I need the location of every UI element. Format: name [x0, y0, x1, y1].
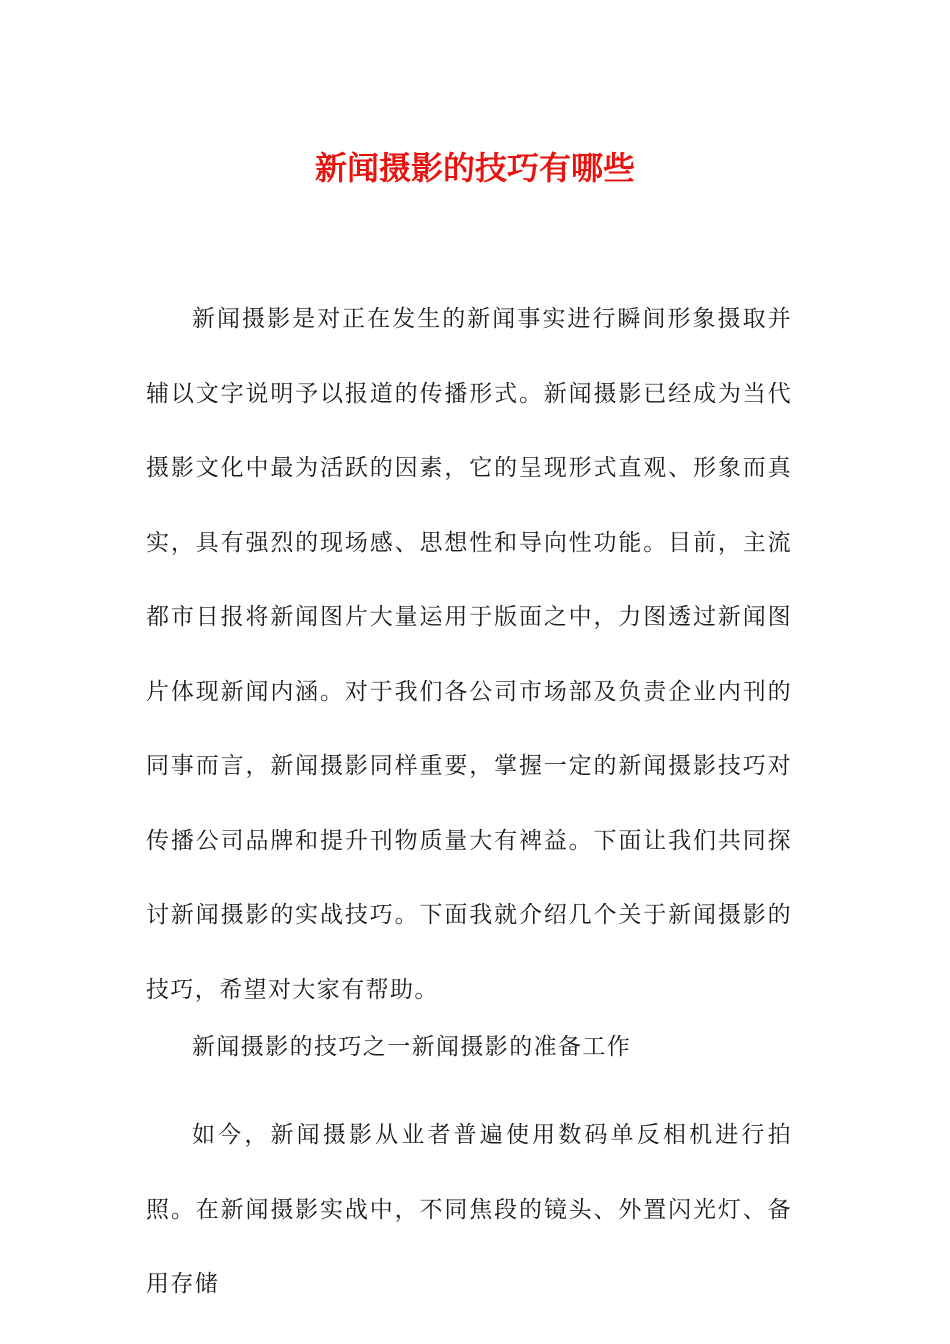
section-paragraph: 如今，新闻摄影从业者普遍使用数码单反相机进行拍照。在新闻摄影实战中，不同焦段的镜头、外置闪光灯、备用存储 [146, 1122, 792, 1297]
intro-paragraph: 新闻摄影是对正在发生的新闻事实进行瞬间形象摄取并辅以文字说明予以报道的传播形式。新闻摄影已经成为当代摄影文化中最为活跃的因素，它的呈现形式直观、形象而真实，具有强烈的现场感、思想性和导向性功能。目前，主流都市日报将新闻图片大量运用于版面之中，力图透过新闻图片体现新闻内涵。对于我们各公司市场部及负责企业内刊的同事而言，新闻摄影同样重要，掌握一定的新闻摄影技巧对传播公司品牌和提升刊物质量大有裨益。下面让我们共同探讨新闻摄影的实战技巧。下面我就介绍几个关于新闻摄影的技巧，希望对大家有帮助。 [146, 306, 792, 1003]
document-title: 新闻摄影的技巧有哪些 [314, 149, 635, 187]
section-heading: 新闻摄影的技巧之一新闻摄影的准备工作 [192, 1034, 632, 1060]
